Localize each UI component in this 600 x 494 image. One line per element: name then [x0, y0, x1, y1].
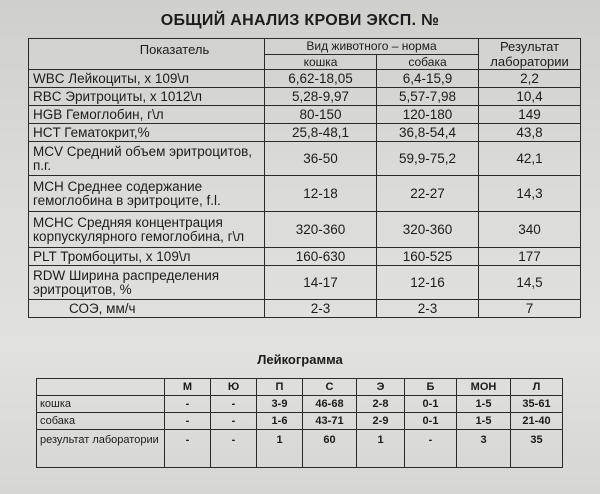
- row-dog-norm: 5,57-7,98: [377, 88, 479, 106]
- table-row: [29, 212, 581, 248]
- row-label: собака: [37, 413, 165, 430]
- cell: 1-5: [457, 396, 511, 413]
- row-dog-norm: 59,9-75,2: [377, 142, 479, 176]
- row-result: 340: [479, 212, 581, 248]
- row-indicator: MCHC Средняя концентрация корпускулярного гемоглобина, г\л: [29, 212, 265, 248]
- row-result: 42,1: [479, 142, 581, 176]
- row-indicator: WBC Лейкоциты, х 109\л: [29, 70, 265, 88]
- header-cell: Ю: [211, 379, 257, 396]
- leukogram-table: [36, 378, 563, 468]
- blood-analysis-table: [28, 38, 581, 318]
- row-dog-norm: 320-360: [377, 212, 479, 248]
- row-indicator: СОЭ, мм/ч: [29, 300, 265, 318]
- header-cell: М: [165, 379, 211, 396]
- cell: -: [211, 413, 257, 430]
- row-cat-norm: 5,28-9,97: [265, 88, 377, 106]
- table-row: [29, 88, 581, 106]
- cell: 3-9: [257, 396, 303, 413]
- table-row: [29, 248, 581, 266]
- header-norm: Вид животного – норма: [265, 39, 479, 55]
- row-cat-norm: 6,62-18,05: [265, 70, 377, 88]
- row-indicator: HCT Гематокрит,%: [29, 124, 265, 142]
- cell: -: [405, 430, 457, 468]
- table-row: [37, 413, 563, 430]
- table-row: [29, 176, 581, 212]
- table-row: [29, 70, 581, 88]
- row-dog-norm: 160-525: [377, 248, 479, 266]
- row-result: 7: [479, 300, 581, 318]
- row-dog-norm: 6,4-15,9: [377, 70, 479, 88]
- row-dog-norm: 12-16: [377, 266, 479, 300]
- header-dog: собака: [377, 54, 479, 70]
- cell: 1: [357, 430, 405, 468]
- row-label: кошка: [37, 396, 165, 413]
- row-label: результат лаборатории: [37, 430, 165, 468]
- row-indicator: RBC Эритроциты, х 1012\л: [29, 88, 265, 106]
- cell: 3: [457, 430, 511, 468]
- header-cell: Б: [405, 379, 457, 396]
- row-cat-norm: 36-50: [265, 142, 377, 176]
- row-indicator: PLT Тромбоциты, х 109\л: [29, 248, 265, 266]
- leukogram-title: Лейкограмма: [257, 352, 343, 367]
- cell: -: [211, 396, 257, 413]
- table-row: [37, 396, 563, 413]
- row-cat-norm: 320-360: [265, 212, 377, 248]
- cell: -: [211, 430, 257, 468]
- cell: 1-5: [457, 413, 511, 430]
- row-result: 10,4: [479, 88, 581, 106]
- cell: 0-1: [405, 413, 457, 430]
- header-cell: П: [257, 379, 303, 396]
- cell: 1: [257, 430, 303, 468]
- row-result: 2,2: [479, 70, 581, 88]
- cell: 2-9: [357, 413, 405, 430]
- header-cell: Л: [511, 379, 563, 396]
- header-indicator: Показатель: [29, 39, 265, 70]
- table-row: [29, 142, 581, 176]
- leukogram-header-row: [37, 379, 563, 396]
- cell: 2-8: [357, 396, 405, 413]
- cell: 35-61: [511, 396, 563, 413]
- header-cell: МОН: [457, 379, 511, 396]
- header-cat: кошка: [265, 54, 377, 70]
- row-cat-norm: 2-3: [265, 300, 377, 318]
- header-cell: Э: [357, 379, 405, 396]
- cell: -: [165, 430, 211, 468]
- table-row: [29, 300, 581, 318]
- row-cat-norm: 25,8-48,1: [265, 124, 377, 142]
- row-result: 149: [479, 106, 581, 124]
- cell: 43-71: [303, 413, 357, 430]
- cell: -: [165, 413, 211, 430]
- header-result: Результат лаборатории: [479, 39, 581, 70]
- header-cell: [37, 379, 165, 396]
- cell: 60: [303, 430, 357, 468]
- row-result: 43,8: [479, 124, 581, 142]
- cell: 1-6: [257, 413, 303, 430]
- table-row: [37, 430, 563, 468]
- row-result: 14,5: [479, 266, 581, 300]
- header-cell: С: [303, 379, 357, 396]
- table-row: [29, 266, 581, 300]
- table-row: [29, 124, 581, 142]
- row-dog-norm: 22-27: [377, 176, 479, 212]
- cell: 46-68: [303, 396, 357, 413]
- cell: -: [165, 396, 211, 413]
- row-dog-norm: 36,8-54,4: [377, 124, 479, 142]
- cell: 0-1: [405, 396, 457, 413]
- row-indicator: MCH Среднее содержание гемоглобина в эритроците, f.l.: [29, 176, 265, 212]
- table-row: [29, 106, 581, 124]
- row-indicator: MCV Средний объем эритроцитов, п.г.: [29, 142, 265, 176]
- row-result: 14,3: [479, 176, 581, 212]
- row-cat-norm: 14-17: [265, 266, 377, 300]
- row-cat-norm: 160-630: [265, 248, 377, 266]
- row-indicator: HGB Гемоглобин, г\л: [29, 106, 265, 124]
- cell: 35: [511, 430, 563, 468]
- row-result: 177: [479, 248, 581, 266]
- row-cat-norm: 80-150: [265, 106, 377, 124]
- page-title: ОБЩИЙ АНАЛИЗ КРОВИ ЭКСП. №: [160, 12, 440, 29]
- row-indicator: RDW Ширина распределения эритроцитов, %: [29, 266, 265, 300]
- cell: 21-40: [511, 413, 563, 430]
- row-cat-norm: 12-18: [265, 176, 377, 212]
- row-dog-norm: 120-180: [377, 106, 479, 124]
- row-dog-norm: 2-3: [377, 300, 479, 318]
